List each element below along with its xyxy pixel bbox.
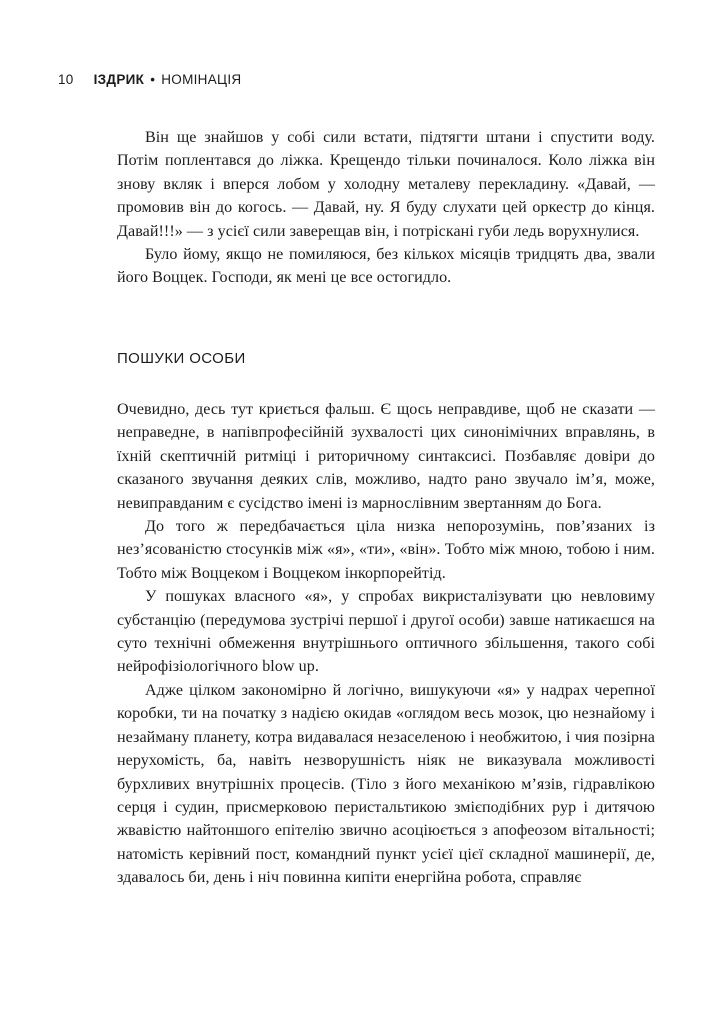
paragraph: Адже цілком закономірно й логічно, вишукуючи «я» у надрах черепної коробки, ти на початку з надією окидав «оглядом весь мозок, цю незнайому і незайману планету, котра видавалася незаселеною і необжитою, і чия позірна нерухомість, ба, навіть незворушність ніяк не виказувала можливості бурхливих внутрішніх процесів. (Тіло з його механікою м’язів, гідравлікою серця і судин, присмерковою перистальтикою змієподібних рур і дитячою жвавістю найтоншого епітелію звично асоціюється з апофеозом вітальності; натомість керівний пост, командний пункт усієї цієї складної машинерії, де, здавалось би, день і ніч повинна кипіти енергійна робота, справляє (117, 681, 655, 887)
header-separator: • (150, 72, 156, 87)
book-title: НОМІНАЦІЯ (161, 72, 242, 87)
author-name: ІЗДРИК (93, 72, 145, 87)
text-block-section (117, 398, 655, 890)
paragraph: Було йому, якщо не помиляюся, без кількох місяців тридцять два, звали його Воццек. Господи, як мені це все остогидло. (117, 246, 655, 287)
running-head (58, 72, 241, 87)
paragraph: До того ж передбачається ціла низка непорозумінь, пов’язаних із нез’ясованістю стосунків між «я», «ти», «він». Тобто між мною, тобою і ним. Тобто між Воццеком і Воццеком інкорпорейтід. (117, 518, 655, 582)
paragraph: У пошуках власного «я», у спробах викристалізувати цю невловиму субстанцію (передумова зустрічі першої і другої особи) завше натикаєшся на суто технічні обмеження внутрішнього оптичного збільшення, такого собі нейрофізіологічного blow up. (117, 588, 655, 676)
section-heading: ПОШУКИ ОСОБИ (117, 350, 246, 367)
page-number: 10 (58, 72, 74, 87)
paragraph: Він ще знайшов у собі сили встати, підтягти штани і спустити воду. Потім поплентався до ліжка. Крещендо тільки починалося. Коло ліжка він знову вкляк і вперся лобом у холодну металеву перекладину. «Давай, — промовив він до когось. — Давай, ну. Я буду слухати цей оркестр до кінця. Давай!!!» — з усієї сили заверещав він, і потріскані губи ледь ворухнулися. (117, 129, 655, 240)
text-block-intro (117, 126, 655, 290)
paragraph: Очевидно, десь тут криється фальш. Є щось неправдиве, щоб не сказати — неправедне, в напівпрофесійній зухвалості цих синонімічних вправлянь, в їхній скептичній ритміці і риторичному синтаксисі. Позбавляє довіри до сказаного звучання деяких слів, можливо, надто рано звучало ім’я, може, невиправданим є сусідство імені із марнослівним звертанням до Бога. (117, 401, 655, 512)
